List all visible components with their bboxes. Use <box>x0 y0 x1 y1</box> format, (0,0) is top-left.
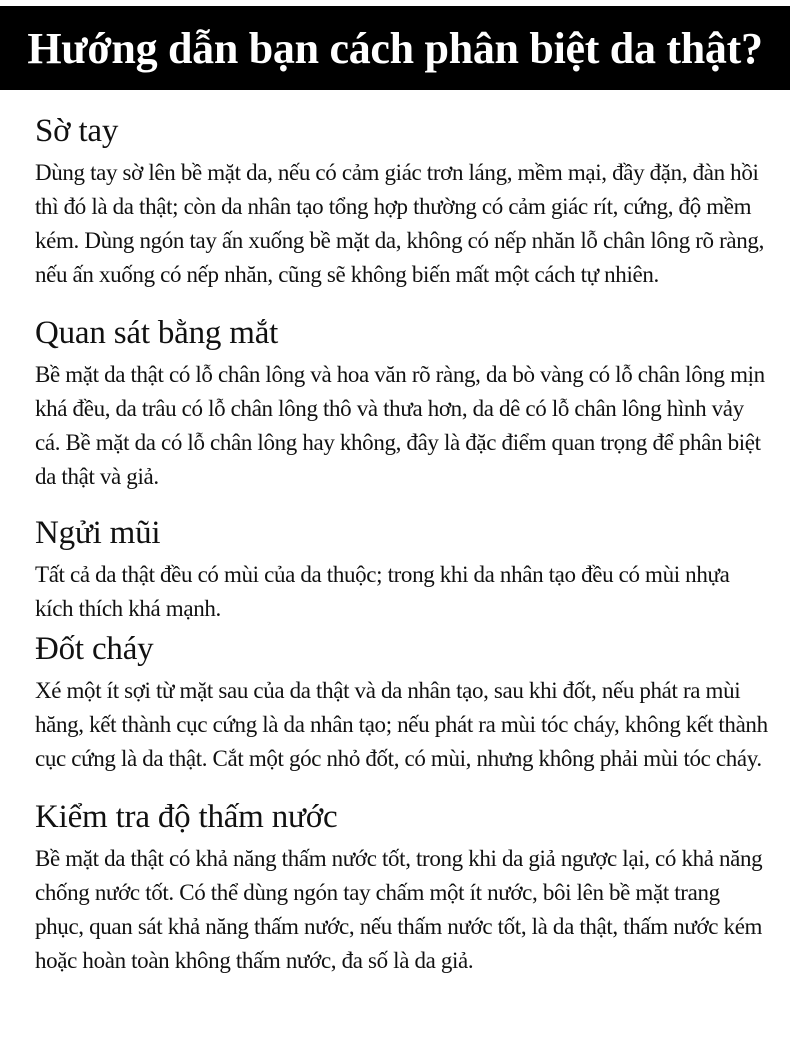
section-burn-test <box>35 626 770 776</box>
title-banner <box>0 6 790 90</box>
section-heading: Ngửi mũi <box>35 515 161 551</box>
section-water-absorption <box>35 794 770 978</box>
page-title: Hướng dẫn bạn cách phân biệt da thật? <box>27 23 763 73</box>
section-body: Xé một ít sợi từ mặt sau của da thật và da nhân tạo, sau khi đốt, nếu phát ra mùi hăng, kết thành cục cứng là da nhân tạo; nếu phát ra mùi tóc cháy, không kết thành cục cứng là da thật. Cắt một góc nhỏ đốt, có mùi, nhưng không phải mùi tóc cháy. <box>35 678 768 771</box>
section-heading: Kiểm tra độ thấm nước <box>35 799 338 835</box>
section-body: Dùng tay sờ lên bề mặt da, nếu có cảm giác trơn láng, mềm mại, đầy đặn, đàn hồi thì đó là da thật; còn da nhân tạo tổng hợp thường có cảm giác rít, cứng, độ mềm kém. Dùng ngón tay ấn xuống bề mặt da, không có nếp nhăn lỗ chân lông rõ ràng, nếu ấn xuống có nếp nhăn, cũng sẽ không biến mất một cách tự nhiên. <box>35 160 764 287</box>
article-content <box>35 108 770 978</box>
section-heading: Đốt cháy <box>35 631 154 667</box>
section-smell <box>35 510 770 626</box>
section-body: Tất cả da thật đều có mùi của da thuộc; trong khi da nhân tạo đều có mùi nhựa kích thích khá mạnh. <box>35 562 730 621</box>
section-heading: Quan sát bằng mắt <box>35 315 279 351</box>
section-touch <box>35 108 770 292</box>
section-body: Bề mặt da thật có lỗ chân lông và hoa văn rõ ràng, da bò vàng có lỗ chân lông mịn khá đều, da trâu có lỗ chân lông thô và thưa hơn, da dê có lỗ chân lông hình vảy cá. Bề mặt da có lỗ chân lông hay không, đây là đặc điểm quan trọng để phân biệt da thật và giả. <box>35 362 765 489</box>
section-body: Bề mặt da thật có khả năng thấm nước tốt, trong khi da giả ngược lại, có khả năng chống nước tốt. Có thể dùng ngón tay chấm một ít nước, bôi lên bề mặt trang phục, quan sát khả năng thấm nước, nếu thấm nước tốt, là da thật, thấm nước kém hoặc hoàn toàn không thấm nước, đa số là da giả. <box>35 846 763 973</box>
section-visual-inspection <box>35 310 770 494</box>
section-heading: Sờ tay <box>35 113 119 149</box>
